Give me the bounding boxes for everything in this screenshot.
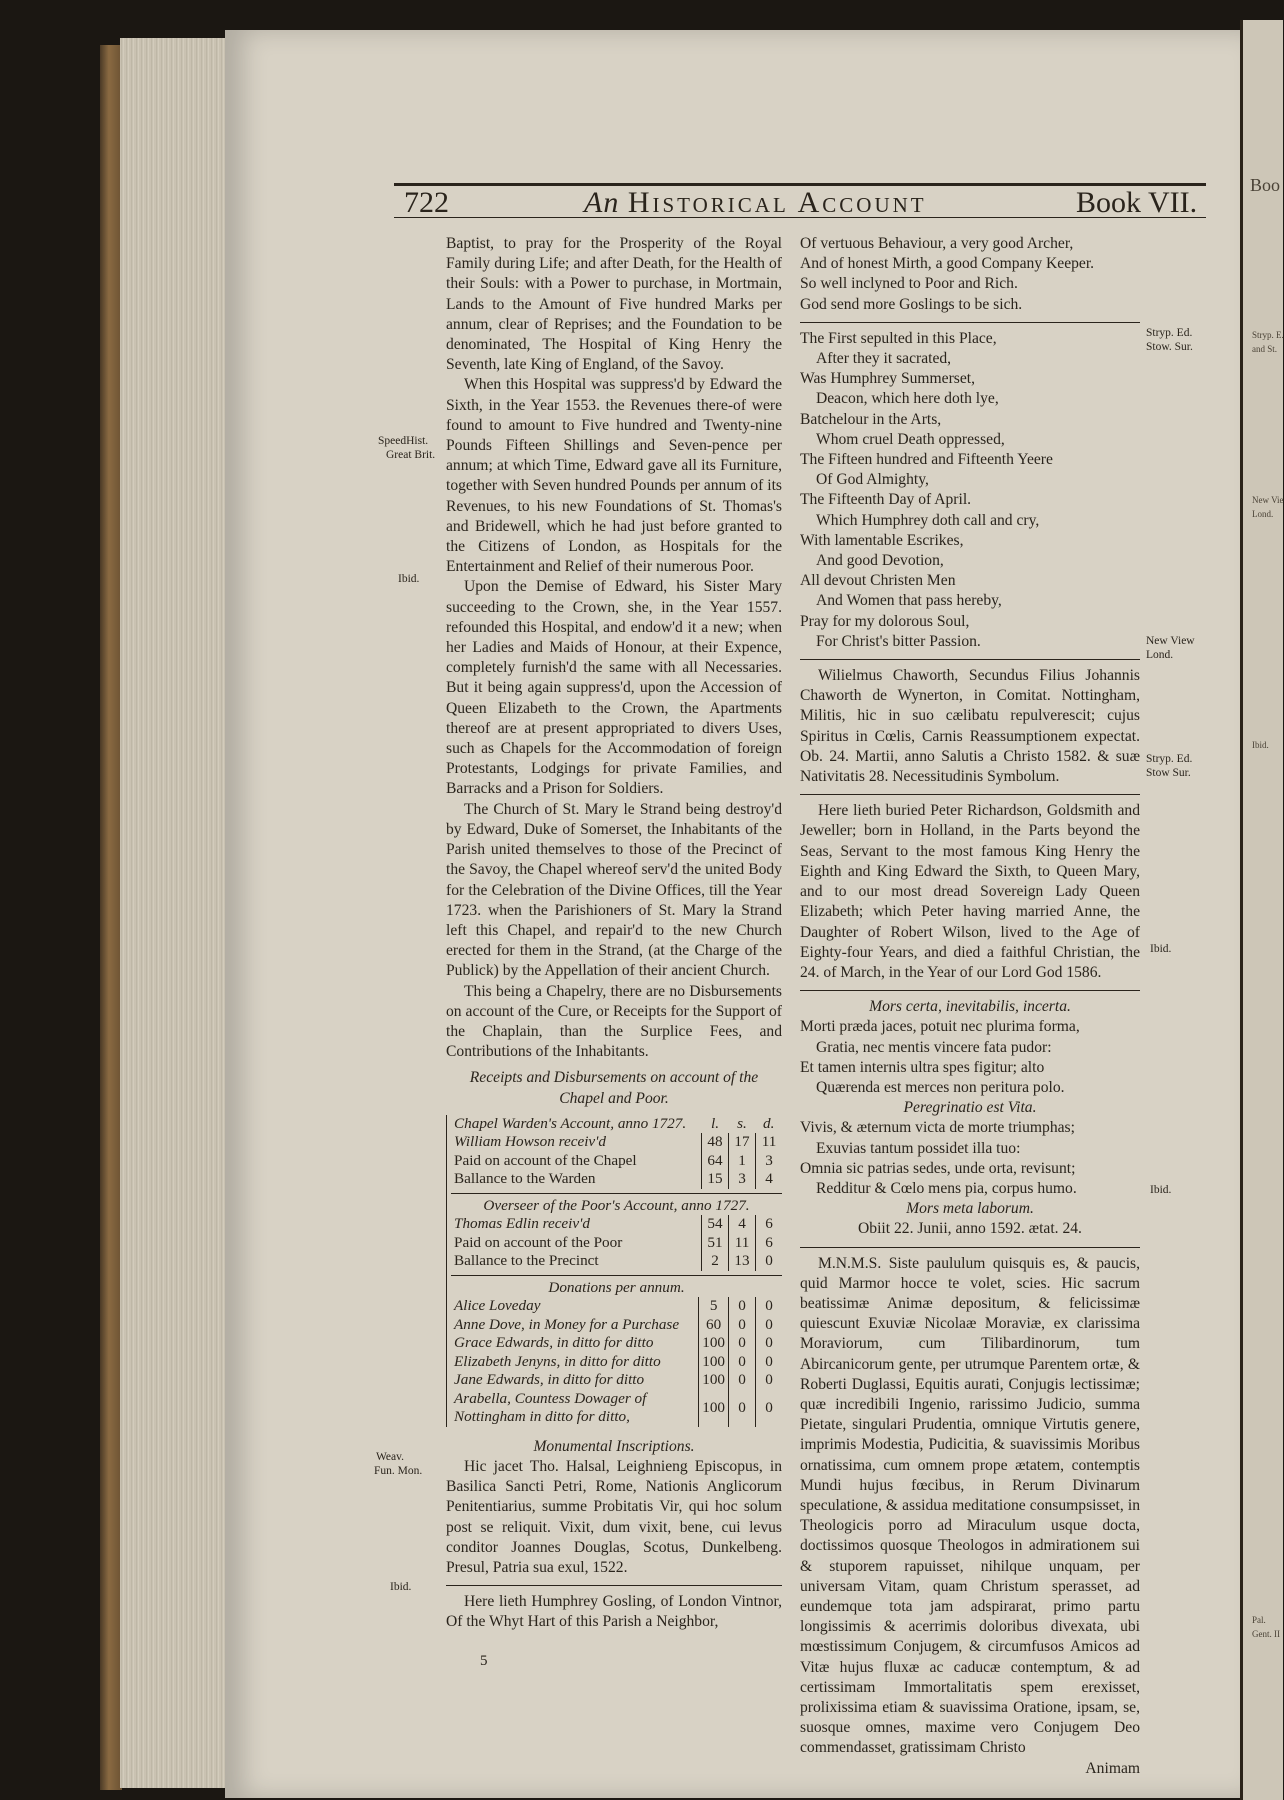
pence: 4 xyxy=(756,1170,783,1189)
pounds: 100 xyxy=(699,1353,729,1372)
table-row xyxy=(451,1170,782,1189)
next-page-fragment: Stryp. E. xyxy=(1252,330,1284,340)
pence: 0 xyxy=(756,1297,783,1316)
inscription: Here lieth Humphrey Gosling, of London Vintnor, Of the Whyt Hart of this Parish a Neighbor, xyxy=(446,1593,782,1631)
verse-line: Omnia sic patrias sedes, unde orta, revisunt; xyxy=(800,1159,1076,1177)
table-row xyxy=(451,1152,782,1171)
verse-line: Exuvias tantum possidet illa tuo: xyxy=(816,1139,1021,1157)
verse-line: Obiit 22. Junii, anno 1592. ætat. 24. xyxy=(858,1220,1082,1238)
pounds: 5 xyxy=(699,1297,729,1316)
row-label: Jane Edwards, in ditto for ditto xyxy=(454,1371,645,1389)
margin-note: Stow Sur. xyxy=(1146,767,1191,779)
verse-line: And of honest Mirth, a good Company Keeper. xyxy=(800,255,1095,273)
verse-heading: Peregrinatio est Vita. xyxy=(903,1099,1037,1117)
row-label: Grace Edwards, in ditto for ditto xyxy=(454,1334,654,1352)
margin-note: Fun. Mon. xyxy=(374,1465,423,1477)
pence: 0 xyxy=(756,1334,783,1353)
verse-line: With lamentable Escrikes, xyxy=(800,531,964,549)
margin-note: Ibid. xyxy=(1150,943,1172,955)
book-cover-edge xyxy=(100,45,122,1790)
verse-line: All devout Christen Men xyxy=(800,572,956,590)
col-head-s: s. xyxy=(737,1114,747,1132)
pounds: 100 xyxy=(699,1390,729,1427)
verse-line: So well inclyned to Poor and Rich. xyxy=(800,275,1018,293)
wardens-title: Chapel Warden's Account, anno 1727. xyxy=(454,1114,687,1132)
pounds: 100 xyxy=(699,1371,729,1390)
row-label: Ballance to the Precinct xyxy=(454,1252,599,1270)
inscription: M.N.M.S. Siste paululum quisquis es, & paucis, quid Marmor hocce te volet, scies. Hic sacrum beatissimæ Animæ depositum, & felicissimæ quiescunt Exuviæ Nicolaæ Moraviæ, ex clarissima Moraviorum, cum Tilibardinorum, tum Abircanicorum gente, per utrumque Parentem ortæ, & Roberti Duglassi, Equitis aurati, Conjugis lectissimæ; quæ incredibili Ingenio, rarissimo Judicio, summa Pietate, singulari Prudentia, omnique Virtutis genere, imprimis Modestia, Pudicitia, & suavissimis Moribus ornatissima, cum omnem prope ætatem, contemptis Mundi hujus fœcibus, in Rerum Divinarum speculatione, & assidua meditatione consumpsisset, in Theologicis porro ad Miraculum usque docta, doctissimos quosque Theologos in admirationem sui & stuporem rapuisset, nihilque unquam, per universam Vitam, quam Christum sperasset, ad eundemque tota jam adspirarat, primo partu longissimis & acerrimis doloribus divexata, ubi mœstissimum Conjugem, & circumfusos Amicos ad Vitæ hujus fluxæ ac caducæ contemptum, & ad certissimam Immortalitatis spem erexisset, prolixissima etiam & suavissima Oratione, ipsam, se, suosque omnes, maxime vero Conjugem Deo commendasset, gratissimam Christo xyxy=(800,1254,1140,1757)
verse-line: For Christ's bitter Passion. xyxy=(816,632,981,650)
shillings: 0 xyxy=(729,1316,756,1335)
inscription: Wilielmus Chaworth, Secundus Filius Johannis Chaworth de Wynerton, in Comitat. Nottingham, Militis, hic in suo cælibatu repulverescit; cujus Spiritus in Cœlis, Carnis Reassumptionem expectat. Ob. 24. Martii, anno Salutis a Christo 1582. & suæ Nativitatis 28. Necessitudinis Symbolum. xyxy=(800,667,1140,786)
divider xyxy=(800,990,1140,991)
pence: 11 xyxy=(756,1133,783,1152)
shillings: 11 xyxy=(729,1234,756,1253)
divider xyxy=(800,1247,1140,1248)
shillings: 4 xyxy=(729,1215,756,1234)
pence: 0 xyxy=(756,1252,783,1271)
paragraph: This being a Chapelry, there are no Disbursements on account of the Cure, or Receipts for the Support of the Chaplain, than the Surplice Fees, and Contributions of the Inhabitants. xyxy=(446,982,782,1061)
accounts-box xyxy=(446,1115,782,1427)
pounds: 48 xyxy=(702,1133,729,1152)
verse-line: Of God Almighty, xyxy=(816,471,929,489)
signature-mark: 5 xyxy=(480,1653,488,1669)
margin-note: Great Brit. xyxy=(386,449,436,461)
verse-line: Deacon, which here doth lye, xyxy=(816,390,999,408)
pence: 6 xyxy=(756,1215,783,1234)
pounds: 64 xyxy=(702,1152,729,1171)
shillings: 0 xyxy=(729,1334,756,1353)
table-row xyxy=(451,1390,782,1427)
pence: 0 xyxy=(756,1390,783,1427)
shillings: 0 xyxy=(729,1353,756,1372)
table-row xyxy=(451,1215,782,1234)
verse-line: Quærenda est merces non peritura polo. xyxy=(816,1078,1065,1096)
verse-line: The Fifteen hundred and Fifteenth Yeere xyxy=(800,451,1053,469)
overseer-title: Overseer of the Poor's Account, anno 1727. xyxy=(483,1196,750,1214)
margin-note: New View xyxy=(1146,635,1195,647)
verse-heading: Mors meta laborum. xyxy=(906,1200,1034,1218)
row-label: Paid on account of the Chapel xyxy=(454,1151,637,1169)
verse-line: And Women that pass hereby, xyxy=(816,592,1002,610)
pence: 3 xyxy=(756,1152,783,1171)
pounds: 100 xyxy=(699,1334,729,1353)
verse-line: And good Devotion, xyxy=(816,552,944,570)
margin-note: Stryp. Ed. xyxy=(1146,753,1193,765)
verse-line: Morti præda jaces, potuit nec plurima forma, xyxy=(800,1018,1080,1036)
table-row xyxy=(451,1133,782,1152)
verse-line: Of vertuous Behaviour, a very good Archer, xyxy=(800,235,1074,252)
shillings: 3 xyxy=(729,1170,756,1189)
verse-line: Which Humphrey doth call and cry, xyxy=(816,511,1040,529)
paragraph: The Church of St. Mary le Strand being destroy'd by Edward, Duke of Somerset, the Inhabitants of the Parish united themselves to those of the Precinct of the Savoy, the Chapel whereof serv'd the united Body for the Celebration of the Divine Offices, till the Year 1723. when the Parishioners of St. Mary la Strand left this Chapel, and repair'd to the new Church erected for them in the Strand, (at the Charge of the Publick) by the Appellation of their ancient Church. xyxy=(446,800,782,980)
row-label: Paid on account of the Poor xyxy=(454,1233,623,1251)
table-row xyxy=(451,1316,782,1335)
overseer-account-table xyxy=(451,1197,782,1271)
col-head-d: d. xyxy=(763,1114,775,1132)
margin-note: SpeedHist. xyxy=(378,435,429,447)
receipts-title: Receipts and Disbursements on account of the Chapel and Poor. xyxy=(469,1069,759,1107)
page-edges xyxy=(120,38,230,1788)
margin-note: Weav. xyxy=(376,1451,405,1463)
verse-line: Was Humphrey Summerset, xyxy=(800,370,976,388)
next-page-fragment: and St. xyxy=(1252,344,1278,354)
pence: 0 xyxy=(756,1316,783,1335)
table-row xyxy=(451,1297,782,1316)
pounds: 15 xyxy=(702,1170,729,1189)
verse-line: God send more Goslings to be sich. xyxy=(800,295,1023,313)
paragraph: Baptist, to pray for the Prosperity of the Royal Family during Life; and after Death, for the Health of their Souls: with a Power to purchase, in Mortmain, Lands to the Amount of Five hundred Marks per annum, clear of Reprises; and the Foundation to be denominated, The Hospital of King Henry the Seventh, late King of England, of the Savoy. xyxy=(446,235,782,374)
next-page-fragment: New Vie xyxy=(1252,495,1284,505)
left-column xyxy=(446,234,782,1633)
table-row xyxy=(451,1234,782,1253)
paragraph: When this Hospital was suppress'd by Edward the Sixth, in the Year 1553. the Revenues there-of were found to amount to Five hundred and Twenty-nine Pounds Fifteen Shillings and Seven-pence per annum; at which Time, Edward gave all its Furniture, together with Seven hundred Pounds per annum of its Revenues, to his new Foundations of St. Thomas's and Bridewell, which he had just before granted to the Citizens of London, as Hospitals for the Entertainment and Relief of their numerous Poor. xyxy=(446,376,782,576)
pence: 0 xyxy=(756,1371,783,1390)
margin-note: Ibid. xyxy=(390,1581,412,1593)
pence: 0 xyxy=(756,1353,783,1372)
row-label: Ballance to the Warden xyxy=(454,1170,596,1188)
margin-note: Lond. xyxy=(1146,649,1174,661)
next-page-fragment: Pal. xyxy=(1252,1615,1266,1625)
paragraph: Upon the Demise of Edward, his Sister Mary succeeding to the Crown, she, in the Year 1557. refounded this Hospital, and endow'd it a new; when her Ladies and Maids of Honour, at their Expence, completely furnish'd the same with all Necessaries. But it being again suppress'd, upon the Accession of Queen Elizabeth to the Crown, the Apartments thereof are at present appropriated to divers Uses, such as Chapels for the Accommodation of foreign Protestants, Lodgings for private Families, and Barracks and a Prison for Soldiers. xyxy=(446,578,782,798)
divider xyxy=(800,322,1140,323)
verse-heading: Mors certa, inevitabilis, incerta. xyxy=(869,998,1071,1016)
right-column xyxy=(800,234,1140,1779)
row-label: William Howson receiv'd xyxy=(454,1133,607,1151)
next-page-edge xyxy=(1240,20,1283,1800)
next-page-fragment: Boo xyxy=(1250,175,1281,195)
shillings: 0 xyxy=(729,1390,756,1427)
verse-line: Whom cruel Death oppressed, xyxy=(816,430,1005,448)
divider xyxy=(451,1193,782,1194)
margin-note: Stow. Sur. xyxy=(1146,341,1193,353)
row-label: Arabella, Countess Dowager of Nottingham in ditto for ditto, xyxy=(454,1389,647,1426)
table-row xyxy=(451,1353,782,1372)
table-row xyxy=(451,1252,782,1271)
shillings: 17 xyxy=(729,1133,756,1152)
margin-note: Ibid. xyxy=(1150,1184,1172,1196)
row-label: Thomas Edlin receiv'd xyxy=(454,1215,590,1233)
row-label: Elizabeth Jenyns, in ditto for ditto xyxy=(454,1352,661,1370)
col-head-l: l. xyxy=(710,1114,720,1132)
pence: 6 xyxy=(756,1234,783,1253)
running-head xyxy=(584,186,927,220)
next-page-fragment: Lond. xyxy=(1252,509,1274,519)
verse-line: The Fifteenth Day of April. xyxy=(800,491,972,509)
monumental-title: Monumental Inscriptions. xyxy=(533,1437,695,1455)
verse-line: Gratia, nec mentis vincere fata pudor: xyxy=(816,1038,1052,1056)
row-label: Anne Dove, in Money for a Purchase xyxy=(454,1315,680,1333)
verse-line: Vivis, & æternum victa de morte triumphas; xyxy=(800,1119,1075,1137)
table-row xyxy=(451,1334,782,1353)
donations-table xyxy=(451,1279,782,1427)
shillings: 0 xyxy=(729,1371,756,1390)
running-head-italic: An xyxy=(584,186,620,219)
shillings: 0 xyxy=(729,1297,756,1316)
next-page-fragment: Ibid. xyxy=(1252,740,1269,750)
margin-note: Ibid. xyxy=(398,573,420,585)
divider xyxy=(800,794,1140,795)
running-head-caps: Historical Account xyxy=(627,186,927,219)
shillings: 1 xyxy=(729,1152,756,1171)
divider xyxy=(800,659,1140,660)
inscription: Hic jacet Tho. Halsal, Leighnieng Episcopus, in Basilica Sancti Petri, Rome, Nationis Anglicorum Penitentiarius, summe Probitatis Vir, qui hoc solum post se reliquit. Vixit, dum vixit, bene, cui levus conditor Joannes Douglas, Scotus, Dunkelbeng. Presul, Patria sua exul, 1522. xyxy=(446,1457,782,1576)
pounds: 2 xyxy=(702,1252,729,1271)
catchword: Animam xyxy=(1085,1759,1140,1777)
divider xyxy=(451,1275,782,1276)
page-number: 722 xyxy=(404,186,449,219)
donations-title: Donations per annum. xyxy=(548,1278,685,1296)
verse-line: Pray for my dolorous Soul, xyxy=(800,612,970,630)
shillings: 13 xyxy=(729,1252,756,1271)
table-row xyxy=(451,1371,782,1390)
verse-line: Redditur & Cœlo mens pia, corpus humo. xyxy=(816,1179,1077,1197)
header-rule-bottom xyxy=(394,217,1206,218)
inscription: Here lieth buried Peter Richardson, Goldsmith and Jeweller; born in Holland, in the Parts beyond the Seas, Servant to the most famous King Henry the Eighth and King Edward the Sixth, to Queen Mary, and to our most dread Sovereign Lady Queen Elizabeth; which Peter having married Anne, the Daughter of Robert Wilson, lived to the Age of Eighty-four Years, and died a faithful Christian, the 24. of March, in the Year of our Lord God 1586. xyxy=(800,802,1140,981)
pounds: 54 xyxy=(702,1215,729,1234)
next-page-fragment: Gent. II xyxy=(1252,1629,1280,1639)
verse-line: The First sepulted in this Place, xyxy=(800,329,997,347)
verse-line: Et tamen internis ultra spes figitur; alto xyxy=(800,1058,1045,1076)
pounds: 51 xyxy=(702,1234,729,1253)
verse-line: Batchelour in the Arts, xyxy=(800,410,942,428)
divider xyxy=(446,1585,782,1586)
verse-line: After they it sacrated, xyxy=(816,350,952,368)
row-label: Alice Loveday xyxy=(454,1297,541,1315)
margin-note: Stryp. Ed. xyxy=(1146,327,1193,339)
pounds: 60 xyxy=(699,1316,729,1335)
wardens-account-table xyxy=(451,1115,782,1189)
book-number: Book VII. xyxy=(1076,186,1198,219)
